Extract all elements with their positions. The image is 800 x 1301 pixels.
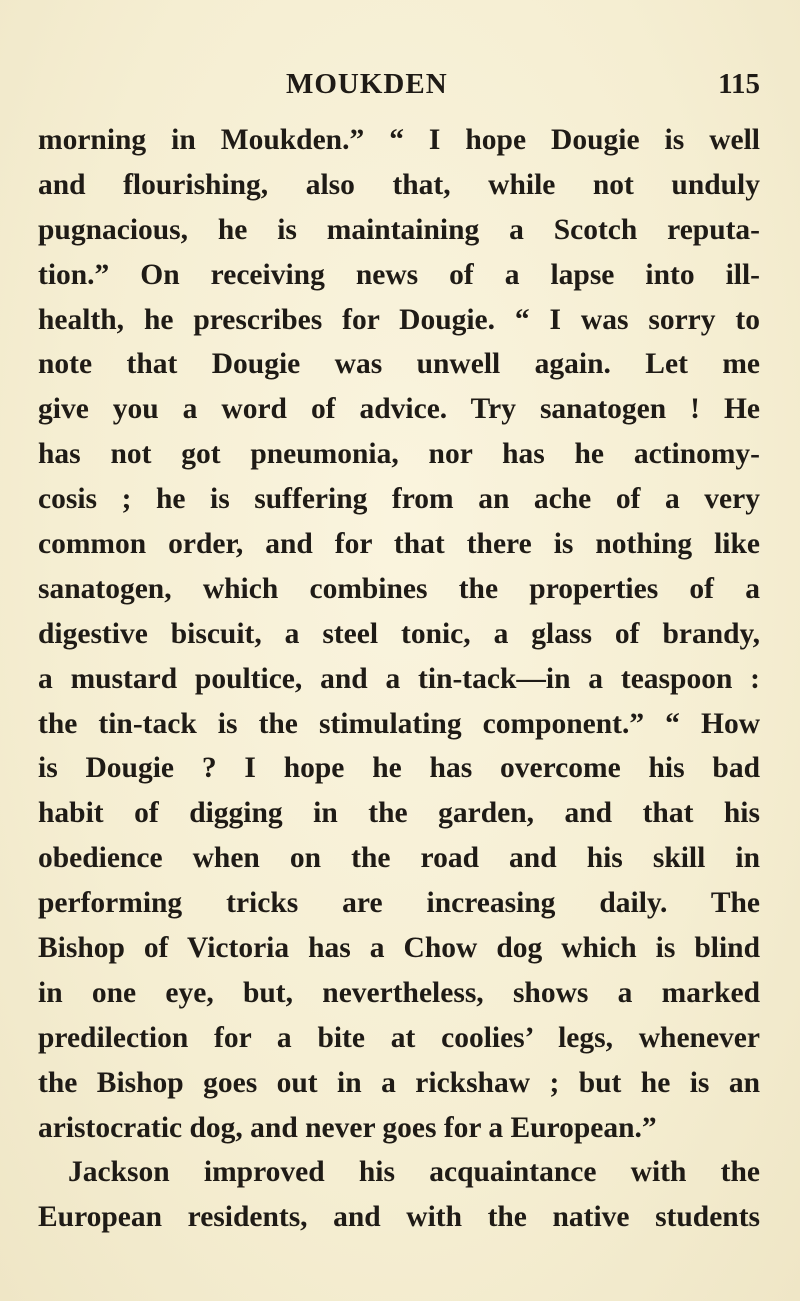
text-line: digestive biscuit, a steel tonic, a glass of brandy, xyxy=(38,617,760,650)
text-line: a mustard poultice, and a tin-tack—in a teaspoon : xyxy=(38,662,760,695)
text-line: has not got pneumonia, nor has he actinomy- xyxy=(38,438,760,471)
text-line: pugnacious, he is maintaining a Scotch reputa- xyxy=(38,213,760,246)
text-line: the Bishop goes out in a rickshaw ; but he is an xyxy=(38,1066,760,1099)
text-line: aristocratic dog, and never goes for a European.” xyxy=(38,1111,657,1144)
running-title: MOUKDEN xyxy=(286,68,448,100)
text-line: note that Dougie was unwell again. Let me xyxy=(38,348,760,381)
text-line: European residents, and with the native students xyxy=(38,1201,760,1234)
body-text xyxy=(38,118,760,1240)
text-line: sanatogen, which combines the properties of a xyxy=(38,572,760,605)
text-line: Jackson improved his acquaintance with the xyxy=(68,1156,760,1189)
text-line: and flourishing, also that, while not unduly xyxy=(38,168,760,201)
text-line: tion.” On receiving news of a lapse into ill- xyxy=(38,258,760,291)
running-head xyxy=(38,68,760,108)
text-line: Bishop of Victoria has a Chow dog which is blind xyxy=(38,932,760,965)
text-line: obedience when on the road and his skill in xyxy=(38,842,760,875)
text-line: performing tricks are increasing daily. The xyxy=(38,887,760,920)
text-line: give you a word of advice. Try sanatogen ! He xyxy=(38,393,760,426)
text-line: predilection for a bite at coolies’ legs, whenever xyxy=(38,1021,760,1054)
text-line: cosis ; he is suffering from an ache of a very xyxy=(38,483,760,516)
text-line: in one eye, but, nevertheless, shows a marked xyxy=(38,976,760,1009)
text-line: health, he prescribes for Dougie. “ I was sorry to xyxy=(38,303,760,336)
text-line: the tin-tack is the stimulating component.” “ How xyxy=(38,707,760,740)
text-line: common order, and for that there is nothing like xyxy=(38,528,760,561)
text-line: morning in Moukden.” “ I hope Dougie is well xyxy=(38,124,760,156)
page-number: 115 xyxy=(718,68,760,100)
text-line: habit of digging in the garden, and that his xyxy=(38,797,760,830)
text-line: is Dougie ? I hope he has overcome his bad xyxy=(38,752,760,785)
